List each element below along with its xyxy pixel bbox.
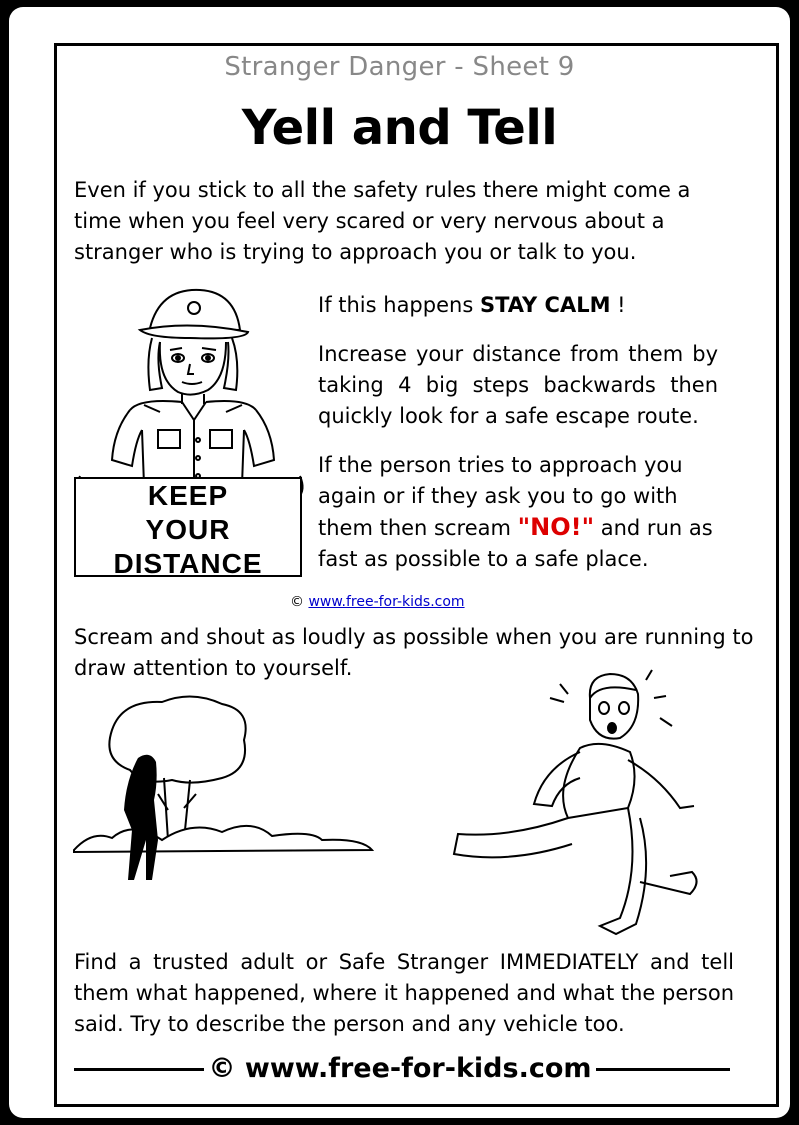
sign-line-your: YOUR — [145, 514, 231, 545]
tree-silhouette-illustration — [72, 690, 392, 890]
keep-your-distance-sign — [74, 477, 302, 577]
footer-copyright[interactable]: © www.free-for-kids.com — [205, 1053, 595, 1084]
sheet-subtitle: Stranger Danger - Sheet 9 — [224, 52, 575, 82]
small-copyright — [290, 594, 465, 610]
scream-no-suffix: and run as fast as possible to a safe place. — [318, 516, 713, 571]
scream-no-paragraph — [318, 450, 718, 575]
footer-rule-right — [596, 1068, 730, 1071]
footer-rule-left — [74, 1068, 204, 1071]
no-shout: "NO!" — [517, 513, 595, 541]
distance-paragraph: Increase your distance from them by taking 4 big steps backwards then quickly look for a safe escape route. — [318, 342, 718, 428]
page-title: Yell and Tell — [241, 100, 558, 156]
sign-line-keep: KEEP — [147, 480, 229, 511]
stay-calm-prefix: If this happens — [318, 293, 480, 317]
sign-line-distance: DISTANCE — [113, 548, 263, 579]
running-boy-illustration — [440, 668, 710, 948]
stay-calm-bold: STAY CALM — [479, 293, 611, 317]
stay-calm-suffix: ! — [610, 293, 626, 317]
tell-adult-paragraph: Find a trusted adult or Safe Stranger IMMEDIATELY and tell them what happened, where it happened and what the person said. Try to describe the person and any vehicle too. — [74, 950, 735, 1036]
scream-paragraph: Scream and shout as loudly as possible when you are running to draw attention to yourself. — [74, 625, 754, 680]
intro-paragraph: Even if you stick to all the safety rules there might come a time when you feel very scared or very nervous about a stranger who is trying to approach you or talk to you. — [74, 178, 691, 264]
scream-no-prefix: If the person tries to approach you again or if they ask you to go with them then scream — [318, 453, 683, 540]
copyright-link[interactable]: www.free-for-kids.com — [308, 594, 465, 610]
copyright-symbol: © — [290, 594, 304, 610]
stay-calm-line — [318, 290, 718, 321]
